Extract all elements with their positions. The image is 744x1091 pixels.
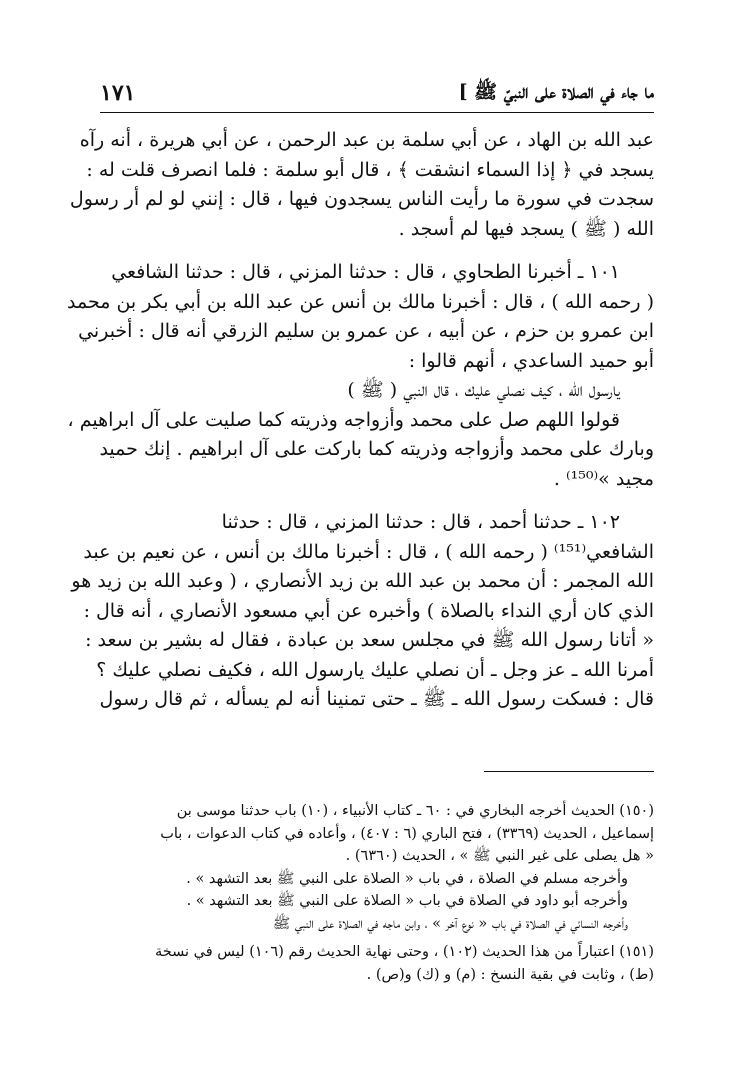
text-line: ١٠١ ـ أخبرنا الطحاوي ، قال : حدثنا المزني ، قال : حدثنا الشافعي [111, 261, 620, 283]
footnote-150-line: وأخرجه مسلم في الصلاة ، في باب « الصلاة على النبي ﷺ بعد التشهد » . [186, 870, 628, 887]
text-line: مجيد »⁽¹⁵⁰⁾ . [553, 467, 654, 490]
running-header [100, 78, 654, 113]
hadith-102 [71, 508, 654, 715]
page-number: ١٧١ [100, 80, 136, 106]
footnote-151-line: (١٥١) اعتباراً من هذا الحديث (١٠٢) ، وحتى نهاية الحديث رقم (١٠٦) ليس في نسخة [154, 944, 654, 960]
footnote-151-line: (ط) ، وثابت في بقية النسخ : (م) و (ك) و(ص) . [366, 966, 654, 983]
text-line: قولوا اللهم صل على محمد وأزواجه وذريته كما صليت على آل ابراهيم ، [67, 408, 620, 431]
paragraph-continued [69, 126, 654, 244]
footnote-150-line: (١٥٠) الحديث أخرجه البخاري في : ٦٠ ـ كتاب الأنبياء ، (١٠) باب حدثنا موسى بن [176, 803, 654, 819]
text-line: سجدت في سورة ما رأيت الناس يسجدون فيها ، قال : إنني لو لم أر رسول [69, 188, 654, 210]
text-line: يسجد في ﴿ إذا السماء انشقت ﴾ ، قال أبو سلمة : فلما انصرف قلت له : [86, 158, 654, 181]
text-line: أبو حميد الساعدي ، أنهم قالوا : [408, 349, 654, 372]
text-line: قال : فسكت رسول الله ـ ﷺ ـ حتى تمنينا أنه لم يسأله ، ثم قال رسول [99, 688, 654, 710]
footnote-150-line: وأخرجه النسائي في الصلاة في باب « نوع آخر » ، وابن ماجه في الصلاة على النبي ﷺ [272, 915, 628, 932]
footnote-150-line: « هل يصلى على غير النبي ﷺ » ، الحديث (٦٣٦٠) . [345, 848, 654, 864]
text-line: الله ( ﷺ ) يسجد فيها لم أسجد . [398, 217, 654, 240]
text-line: الشافعي⁽¹⁵¹⁾ ( رحمه الله ) ، قال : أخبرنا مالك بن أنس ، عن نعيم بن عبد [83, 540, 654, 563]
text-line: أمرنا الله ـ عز وجل ـ أن نصلي عليك يارسول الله ، فكيف نصلي عليك ؟ [96, 658, 654, 681]
main-text [67, 126, 654, 715]
chapter-title: ما جاء في الصلاة على النبيّ ﷺ ] [458, 81, 654, 103]
hadith-101 [67, 258, 654, 494]
footnote-150-line: إسماعيل ، الحديث (٣٣٦٩) ، فتح الباري (٦ : ٤٠٧) ، وأعاده في كتاب الدعوات ، باب [160, 825, 654, 842]
footnote-150-line: وأخرجه أبو داود في الصلاة في باب « الصلاة على النبي ﷺ بعد التشهد » . [186, 893, 628, 909]
text-line: عبد الله بن الهاد ، عن أبي سلمة بن عبد الرحمن ، عن أبي هريرة ، أنه رآه [79, 129, 654, 151]
text-line: ١٠٢ ـ حدثنا أحمد ، قال : حدثنا المزني ، قال : حدثنا [221, 511, 620, 533]
footnote-separator [484, 771, 654, 772]
text-line: « أتانا رسول الله ﷺ في مجلس سعد بن عبادة ، فقال له بشير بن سعد : [85, 629, 654, 651]
text-line: الذي كان أري النداء بالصلاة ) وأخبره عن أبي مسعود الأنصاري ، أنه قال : [83, 599, 654, 622]
text-line: الله المجمر : أن محمد بن عبد الله بن زيد الأنصاري ، ( وعبد الله بن زيد هو [71, 570, 654, 592]
text-line: ( رحمه الله ) ، قال : أخبرنا مالك بن أنس عن عبد الله بن أبي بكر بن محمد [67, 290, 654, 313]
question-line: يارسول الله ، كيف نصلي عليك ، قال النبي ( ﷺ ) [347, 379, 620, 401]
footnotes [100, 800, 654, 986]
text-line: ابن عمرو بن حزم ، عن أبيه ، عن عمرو بن سليم الزرقي أنه قال : أخبرني [78, 320, 654, 342]
text-line: وبارك على محمد وأزواجه وذريته كما باركت على آل ابراهيم . إنك حميد [99, 438, 654, 460]
